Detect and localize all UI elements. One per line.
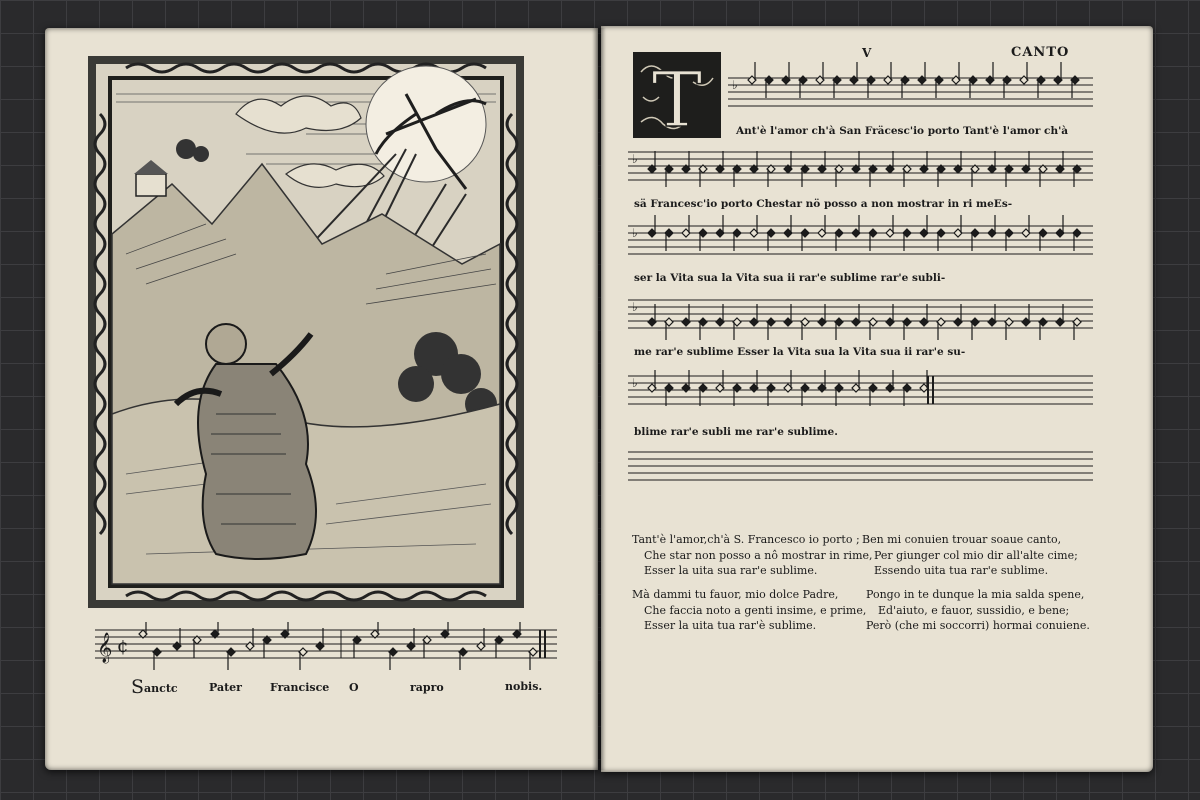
verse-line: Pongo in te dunque la mia salda spene, [866,588,1085,601]
svg-text:𝄞: 𝄞 [97,633,113,663]
book-gutter [592,28,606,770]
lyrics-line-5: blime rar'e subli me rar'e sublime. [634,426,838,438]
lyrics-line-2: sä Francesc'io porto Chestar nö posso a non mostrar in ri meEs- [634,198,1013,210]
verse-line: Esser la uita tua rar'è sublime. [644,619,817,632]
verse-line: Però (che mi soccorri) hormai conuiene. [866,619,1090,632]
lyric-word-1: anctc [144,682,178,695]
lyrics-line-4: me rar'e sublime Esser la Vita sua la Vita sua ii rar'e su- [634,346,966,358]
svg-text:♭: ♭ [632,226,638,240]
initial-letter: T [651,55,703,138]
svg-text:♭: ♭ [632,300,638,314]
verse-stanza-3 [632,587,866,634]
page-signature-letter: V [862,46,872,60]
svg-text:♭: ♭ [732,78,738,92]
verse-line: Essendo uita tua rar'e sublime. [874,564,1049,577]
woodcut-illustration [86,54,526,610]
verse-stanza-2 [862,532,1078,579]
verse-line: Esser la uita sua rar'e sublime. [644,564,818,577]
lyric-word-4: O [349,681,359,694]
lyrics-line-3: ser la Vita sua la Vita sua ii rar'e sublime rar'e subli- [634,272,946,284]
lyric-word-2: Pater [209,681,242,694]
svg-text:♭: ♭ [632,152,638,166]
left-music-staff [95,622,560,672]
verse-line: Ben mi conuien trouar soaue canto, [862,533,1062,546]
lyrics-line-1: Ant'è l'amor ch'à San Fräcesc'io porto Tant'è l'amor ch'à [736,125,1069,137]
verse-line: Ed'aiuto, e fauor, sussidio, e bene; [878,603,1070,617]
verse-stanza-4 [866,587,1090,634]
verse-line: Che star non posso a nô mostrar in rime, [644,548,873,562]
verse-stanza-1 [632,532,873,579]
svg-text:¢: ¢ [117,636,129,657]
lyric-word-3: Francisce [270,681,330,694]
voice-part-label: CANTO [1011,45,1070,60]
lyric-word-5: rapro [410,681,444,694]
svg-text:♭: ♭ [632,376,638,390]
verse-line: Mà dammi tu fauor, mio dolce Padre, [632,588,839,601]
verse-line: Che faccia noto a genti insime, e prime, [644,603,867,617]
verse-line: Per giunger col mio dir all'alte cime; [874,548,1078,562]
verse-line: Tant'è l'amor,ch'à S. Francesco io porto ; [632,533,860,546]
lyric-initial: S [131,676,145,698]
lyric-word-6: nobis. [505,680,543,693]
